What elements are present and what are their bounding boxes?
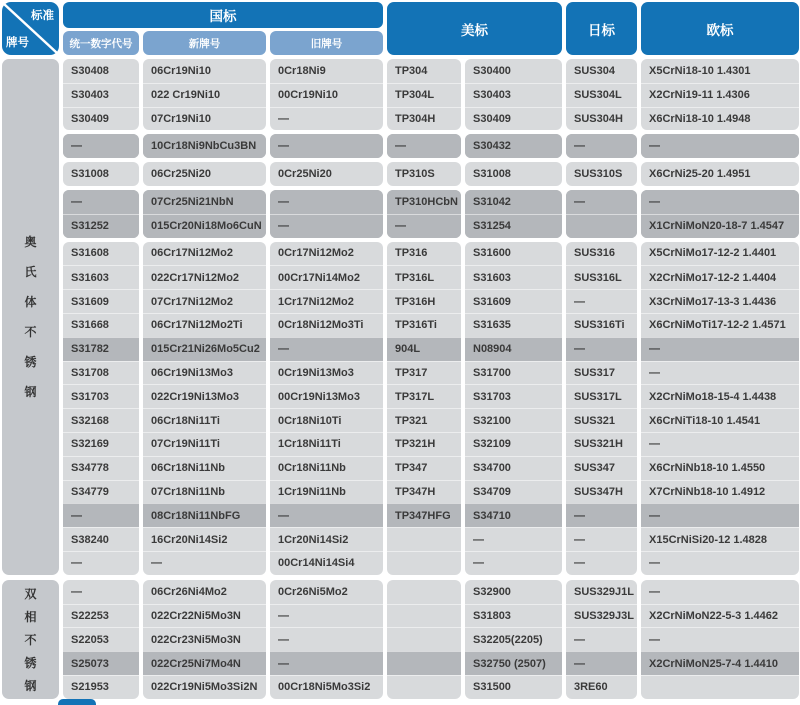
table-cell-us-uns-number: S31609 — [465, 289, 562, 313]
table-cell-old-grade: 0Cr25Ni20 — [278, 168, 332, 181]
table-cell-old-grade: — — [270, 214, 383, 238]
table-cell-us-tp-grade — [387, 551, 461, 575]
table-cell-old-grade: 0Cr18Ni12Mo3Ti — [270, 313, 383, 337]
table-cell-unified-number: S38240 — [63, 527, 139, 551]
table-cell-unified-number: S31008 — [71, 168, 109, 181]
table-cell-jis-grade — [566, 214, 637, 238]
table-cell-jis-grade: SUS317L — [566, 384, 637, 408]
row-group — [387, 242, 461, 575]
table-cell-new-grade: 07Cr18Ni11Nb — [143, 480, 266, 504]
side-label-char: 不 — [24, 325, 37, 340]
row-group — [641, 59, 799, 130]
table-section-1 — [2, 580, 800, 699]
table-cell-old-grade: — — [270, 337, 383, 361]
table-cell-unified-number: S31608 — [71, 247, 109, 260]
table-cell-unified-number: — — [63, 190, 139, 214]
table-cell-jis-grade: SUS304L — [566, 83, 637, 107]
table-cell-us-uns-number: S32109 — [465, 432, 562, 456]
table-cell-unified-number: — — [71, 585, 82, 598]
table-cell-jis-grade: — — [566, 503, 637, 527]
table-cell-us-tp-grade — [387, 651, 461, 675]
table-cell-new-grade: 015Cr21Ni26Mo5Cu2 — [143, 337, 266, 361]
table-cell-new-grade: 022Cr19Ni5Mo3Si2N — [143, 675, 266, 699]
table-cell-old-grade: — — [270, 503, 383, 527]
row-group — [143, 134, 266, 158]
table-cell-us-uns-number: S31700 — [465, 361, 562, 385]
table-cell-old-grade: 0Cr18Ni9 — [278, 64, 326, 77]
table-cell-new-grade: 07Cr17Ni12Mo2 — [143, 289, 266, 313]
row-group — [387, 190, 461, 238]
table-cell-us-tp-grade: TP321H — [387, 432, 461, 456]
table-cell-unified-number: — — [63, 503, 139, 527]
column-unified-number — [63, 580, 139, 699]
table-cell-jis-grade: — — [566, 289, 637, 313]
table-cell-us-uns-number: S32100 — [465, 408, 562, 432]
jp-standard-header: 日标 — [566, 2, 637, 55]
table-section-0 — [2, 59, 800, 575]
table-cell-jis-grade: 3RE60 — [566, 675, 637, 699]
table-cell-us-uns-number: S31008 — [473, 168, 511, 181]
corner-label-grade: 牌号 — [6, 37, 29, 49]
table-cell-en-grade: X3CrNiMo17-13-3 1.4436 — [641, 289, 799, 313]
row-group — [270, 190, 383, 238]
table-header — [2, 2, 800, 55]
table-cell-us-tp-grade: TP316Ti — [387, 313, 461, 337]
table-cell-en-grade: X6CrNi25-20 1.4951 — [649, 168, 751, 181]
table-cell-new-grade: 08Cr18Ni11NbFG — [143, 503, 266, 527]
table-cell-new-grade: 022Cr19Ni13Mo3 — [143, 384, 266, 408]
table-cell-en-grade: X2CrNiMoN22-5-3 1.4462 — [641, 604, 799, 628]
table-cell-us-tp-grade: TP310HCbN — [387, 190, 461, 214]
table-cell-en-grade: X6CrNiMoTi17-12-2 1.4571 — [641, 313, 799, 337]
table-cell-en-grade: — — [641, 190, 799, 214]
table-cell-jis-grade: — — [566, 627, 637, 651]
row-group — [270, 162, 383, 186]
table-cell-us-uns-number: S31603 — [465, 265, 562, 289]
table-cell-new-grade: 10Cr18Ni9NbCu3BN — [143, 134, 266, 158]
table-cell-jis-grade: — — [566, 337, 637, 361]
next-section-partial-header — [58, 699, 96, 705]
table-cell-en-grade: — — [641, 627, 799, 651]
table-cell-us-uns-number: S34709 — [465, 480, 562, 504]
table-cell-en-grade: — — [641, 134, 799, 158]
side-label-char: 锈 — [24, 355, 37, 370]
table-cell-unified-number: S30408 — [71, 64, 109, 77]
table-cell-new-grade: 06Cr17Ni12Mo2Ti — [143, 313, 266, 337]
row-group — [566, 580, 637, 699]
table-cell-new-grade: 022Cr23Ni5Mo3N — [143, 627, 266, 651]
table-cell-new-grade: 16Cr20Ni14Si2 — [143, 527, 266, 551]
table-cell-en-grade: X6CrNi18-10 1.4948 — [641, 107, 799, 131]
table-cell-en-grade: — — [641, 432, 799, 456]
column-old-grade — [270, 59, 383, 575]
row-group — [143, 59, 266, 130]
table-cell-en-grade: X6CrNiTi18-10 1.4541 — [641, 408, 799, 432]
table-cell-unified-number: S31703 — [63, 384, 139, 408]
row-group — [63, 580, 139, 699]
table-cell-old-grade: 1Cr19Ni11Nb — [270, 480, 383, 504]
column-jis-grade — [566, 580, 637, 699]
table-cell-jis-grade: — — [566, 190, 637, 214]
table-cell-old-grade: 00Cr14Ni14Si4 — [270, 551, 383, 575]
column-old-grade — [270, 580, 383, 699]
table-cell-us-uns-number: N08904 — [465, 337, 562, 361]
subheader-new-grade: 新牌号 — [143, 31, 266, 55]
table-cell-en-grade: — — [641, 361, 799, 385]
table-cell-unified-number: S31609 — [63, 289, 139, 313]
row-group — [465, 580, 562, 699]
table-cell-us-uns-number: S31254 — [465, 214, 562, 238]
table-cell-old-grade: 0Cr17Ni12Mo2 — [278, 247, 354, 260]
table-cell-old-grade: — — [270, 651, 383, 675]
row-group — [387, 134, 461, 158]
table-cell-us-tp-grade — [387, 527, 461, 551]
row-group — [566, 134, 637, 158]
side-label-char: 不 — [24, 632, 37, 647]
row-group — [566, 59, 637, 130]
side-label-char: 体 — [24, 295, 37, 310]
table-cell-us-tp-grade: TP317L — [387, 384, 461, 408]
row-group — [63, 190, 139, 238]
table-cell-us-tp-grade: TP347HFG — [387, 503, 461, 527]
table-cell-jis-grade: — — [566, 527, 637, 551]
table-cell-new-grade: 07Cr19Ni10 — [143, 107, 266, 131]
table-cell-jis-grade: SUS316 — [574, 247, 615, 260]
row-group — [63, 134, 139, 158]
row-group — [465, 162, 562, 186]
table-cell-en-grade: X7CrNiNb18-10 1.4912 — [641, 480, 799, 504]
column-us-uns-number — [465, 59, 562, 575]
table-cell-us-uns-number: S30400 — [473, 64, 511, 77]
table-cell-us-tp-grade — [387, 604, 461, 628]
table-cell-us-uns-number: S31803 — [465, 604, 562, 628]
table-cell-old-grade: 1Cr18Ni11Ti — [270, 432, 383, 456]
table-cell-en-grade: — — [641, 503, 799, 527]
table-cell-en-grade: X2CrNiMoN25-7-4 1.4410 — [641, 651, 799, 675]
column-en-grade — [641, 59, 799, 575]
table-cell-old-grade: 00Cr18Ni5Mo3Si2 — [270, 675, 383, 699]
table-cell-unified-number: S22253 — [63, 604, 139, 628]
table-cell-us-tp-grade: TP304 — [395, 64, 428, 77]
table-cell-en-grade: X2CrNiMo18-15-4 1.4438 — [641, 384, 799, 408]
table-cell-jis-grade: SUS347H — [566, 480, 637, 504]
table-cell-unified-number: S21953 — [63, 675, 139, 699]
table-cell-new-grade: 07Cr25Ni21NbN — [143, 190, 266, 214]
table-cell-jis-grade: SUS329J1L — [574, 585, 634, 598]
table-cell-us-tp-grade: TP304H — [387, 107, 461, 131]
table-cell-unified-number: S34778 — [63, 456, 139, 480]
table-cell-old-grade: 0Cr18Ni11Nb — [270, 456, 383, 480]
subheader-unified-number: 统一数字代号 — [63, 31, 139, 55]
table-cell-en-grade: X5CrNi18-10 1.4301 — [649, 64, 751, 77]
table-cell-en-grade: — — [641, 551, 799, 575]
table-cell-old-grade: 0Cr18Ni10Ti — [270, 408, 383, 432]
row-group — [63, 162, 139, 186]
row-group — [641, 580, 799, 699]
table-cell-jis-grade: SUS321H — [566, 432, 637, 456]
table-cell-unified-number: — — [63, 134, 139, 158]
table-cell-new-grade: 06Cr17Ni12Mo2 — [151, 247, 233, 260]
row-group — [270, 580, 383, 699]
table-cell-us-tp-grade: TP321 — [387, 408, 461, 432]
row-group — [143, 162, 266, 186]
column-us-tp-grade — [387, 59, 461, 575]
row-group — [566, 190, 637, 238]
table-cell-us-uns-number: S30403 — [465, 83, 562, 107]
table-cell-new-grade: 06Cr19Ni13Mo3 — [143, 361, 266, 385]
table-cell-new-grade: — — [143, 551, 266, 575]
table-cell-new-grade: 022Cr25Ni7Mo4N — [143, 651, 266, 675]
table-cell-new-grade: 015Cr20Ni18Mo6CuN — [143, 214, 266, 238]
table-cell-us-uns-number: S32205(2205) — [465, 627, 562, 651]
row-group — [465, 242, 562, 575]
table-cell-jis-grade: SUS304H — [566, 107, 637, 131]
table-cell-us-uns-number: S34710 — [465, 503, 562, 527]
table-cell-us-tp-grade: — — [387, 214, 461, 238]
row-group — [143, 190, 266, 238]
table-cell-old-grade: 1Cr17Ni12Mo2 — [270, 289, 383, 313]
row-group — [641, 190, 799, 238]
table-cell-jis-grade: SUS316L — [566, 265, 637, 289]
table-cell-us-tp-grade: — — [387, 134, 461, 158]
side-label-char: 相 — [24, 609, 37, 624]
table-cell-us-uns-number: S34700 — [465, 456, 562, 480]
table-cell-en-grade: — — [641, 337, 799, 361]
corner-cell — [2, 2, 59, 55]
table-cell-en-grade: X2CrNi19-11 1.4306 — [641, 83, 799, 107]
table-cell-en-grade: — — [649, 585, 660, 598]
table-cell-jis-grade: SUS321 — [566, 408, 637, 432]
table-cell-jis-grade: SUS304 — [574, 64, 615, 77]
side-label-char: 奥 — [24, 235, 37, 250]
table-cell-us-uns-number: — — [465, 527, 562, 551]
row-group — [641, 162, 799, 186]
table-cell-en-grade: X6CrNiNb18-10 1.4550 — [641, 456, 799, 480]
table-cell-unified-number: S30403 — [63, 83, 139, 107]
table-cell-en-grade: X2CrNiMo17-12-2 1.4404 — [641, 265, 799, 289]
table-cell-jis-grade: SUS317 — [566, 361, 637, 385]
table-cell-new-grade: 022Cr17Ni12Mo2 — [143, 265, 266, 289]
row-group — [143, 242, 266, 575]
table-cell-us-uns-number: S32900 — [473, 585, 511, 598]
table-cell-us-tp-grade: 904L — [387, 337, 461, 361]
table-cell-us-tp-grade — [387, 580, 461, 604]
table-cell-us-uns-number: S32750 (2507) — [465, 651, 562, 675]
row-group — [465, 59, 562, 130]
row-group — [63, 242, 139, 575]
row-group — [566, 242, 637, 575]
side-label-char: 锈 — [24, 655, 37, 670]
table-cell-new-grade: 06Cr19Ni10 — [151, 64, 211, 77]
column-new-grade — [143, 580, 266, 699]
side-label-char: 钢 — [24, 385, 37, 400]
table-cell-new-grade: 022 Cr19Ni10 — [143, 83, 266, 107]
table-cell-en-grade: X15CrNiSi20-12 1.4828 — [641, 527, 799, 551]
row-group — [465, 190, 562, 238]
table-cell-unified-number: S22053 — [63, 627, 139, 651]
table-cell-unified-number: S31668 — [63, 313, 139, 337]
row-group — [566, 162, 637, 186]
column-us-tp-grade — [387, 580, 461, 699]
table-cell-us-uns-number: S31500 — [465, 675, 562, 699]
table-cell-unified-number: S31708 — [63, 361, 139, 385]
table-cell-us-tp-grade: TP304L — [387, 83, 461, 107]
gb-standard-header: 国标 — [63, 2, 383, 28]
table-cell-us-tp-grade: TP310S — [395, 168, 435, 181]
table-body — [2, 59, 800, 699]
table-cell-en-grade: X1CrNiMoN20-18-7 1.4547 — [641, 214, 799, 238]
table-cell-jis-grade: SUS316Ti — [566, 313, 637, 337]
gb-subheaders — [63, 31, 383, 55]
column-jis-grade — [566, 59, 637, 575]
row-group — [270, 59, 383, 130]
table-cell-old-grade: — — [270, 134, 383, 158]
table-cell-unified-number: S32168 — [63, 408, 139, 432]
table-cell-old-grade: — — [270, 604, 383, 628]
table-cell-us-tp-grade — [387, 675, 461, 699]
table-cell-en-grade — [641, 675, 799, 699]
table-cell-old-grade: 0Cr19Ni13Mo3 — [270, 361, 383, 385]
row-group — [270, 134, 383, 158]
table-cell-old-grade: — — [270, 107, 383, 131]
table-cell-old-grade: 1Cr20Ni14Si2 — [270, 527, 383, 551]
section-side-label — [2, 59, 59, 575]
table-cell-jis-grade: SUS310S — [574, 168, 623, 181]
table-cell-old-grade: — — [270, 190, 383, 214]
row-group — [465, 134, 562, 158]
table-cell-new-grade: 06Cr26Ni4Mo2 — [151, 585, 227, 598]
section-side-label — [2, 580, 59, 699]
table-cell-us-uns-number: S31600 — [473, 247, 511, 260]
row-group — [387, 162, 461, 186]
eu-standard-header: 欧标 — [641, 2, 799, 55]
column-en-grade — [641, 580, 799, 699]
table-cell-unified-number: S30409 — [63, 107, 139, 131]
table-cell-new-grade: 07Cr19Ni11Ti — [143, 432, 266, 456]
table-cell-new-grade: 06Cr25Ni20 — [151, 168, 211, 181]
side-label-char: 氏 — [24, 265, 37, 280]
table-cell-unified-number: S31603 — [63, 265, 139, 289]
column-unified-number — [63, 59, 139, 575]
table-cell-us-tp-grade: TP317 — [387, 361, 461, 385]
side-label-char: 钢 — [24, 678, 37, 693]
table-cell-unified-number: S25073 — [63, 651, 139, 675]
table-cell-jis-grade: — — [566, 651, 637, 675]
table-cell-old-grade: 00Cr17Ni14Mo2 — [270, 265, 383, 289]
table-cell-us-tp-grade: TP316 — [395, 247, 428, 260]
row-group — [63, 59, 139, 130]
table-cell-old-grade: 00Cr19Ni10 — [270, 83, 383, 107]
column-us-uns-number — [465, 580, 562, 699]
table-cell-old-grade: — — [270, 627, 383, 651]
table-cell-jis-grade: SUS347 — [566, 456, 637, 480]
table-cell-us-tp-grade: TP316L — [387, 265, 461, 289]
table-cell-us-uns-number: S31042 — [465, 190, 562, 214]
table-cell-us-tp-grade: TP347 — [387, 456, 461, 480]
table-cell-jis-grade: SUS329J3L — [566, 604, 637, 628]
row-group — [387, 580, 461, 699]
table-cell-old-grade: 0Cr26Ni5Mo2 — [278, 585, 348, 598]
column-new-grade — [143, 59, 266, 575]
table-cell-unified-number: S31252 — [63, 214, 139, 238]
table-cell-old-grade: 00Cr19Ni13Mo3 — [270, 384, 383, 408]
table-cell-us-tp-grade: TP316H — [387, 289, 461, 313]
table-cell-us-uns-number: S30432 — [465, 134, 562, 158]
corner-label-standard: 标准 — [31, 10, 54, 22]
table-cell-us-uns-number: — — [465, 551, 562, 575]
row-group — [387, 59, 461, 130]
table-cell-us-tp-grade — [387, 627, 461, 651]
table-cell-unified-number: S31782 — [63, 337, 139, 361]
table-cell-new-grade: 06Cr18Ni11Ti — [143, 408, 266, 432]
table-cell-unified-number: S34779 — [63, 480, 139, 504]
table-cell-jis-grade: — — [566, 551, 637, 575]
row-group — [270, 242, 383, 575]
table-cell-us-uns-number: S30409 — [465, 107, 562, 131]
row-group — [641, 134, 799, 158]
table-cell-us-uns-number: S31703 — [465, 384, 562, 408]
table-cell-us-tp-grade: TP347H — [387, 480, 461, 504]
table-cell-unified-number: S32169 — [63, 432, 139, 456]
table-cell-jis-grade: — — [566, 134, 637, 158]
table-cell-us-uns-number: S31635 — [465, 313, 562, 337]
row-group — [641, 242, 799, 575]
gb-header-group — [63, 2, 383, 55]
table-cell-new-grade: 06Cr18Ni11Nb — [143, 456, 266, 480]
table-cell-en-grade: X5CrNiMo17-12-2 1.4401 — [649, 247, 777, 260]
subheader-old-grade: 旧牌号 — [270, 31, 383, 55]
side-label-char: 双 — [24, 586, 37, 601]
us-standard-header: 美标 — [387, 2, 562, 55]
table-cell-new-grade: 022Cr22Ni5Mo3N — [143, 604, 266, 628]
row-group — [143, 580, 266, 699]
table-cell-unified-number: — — [63, 551, 139, 575]
